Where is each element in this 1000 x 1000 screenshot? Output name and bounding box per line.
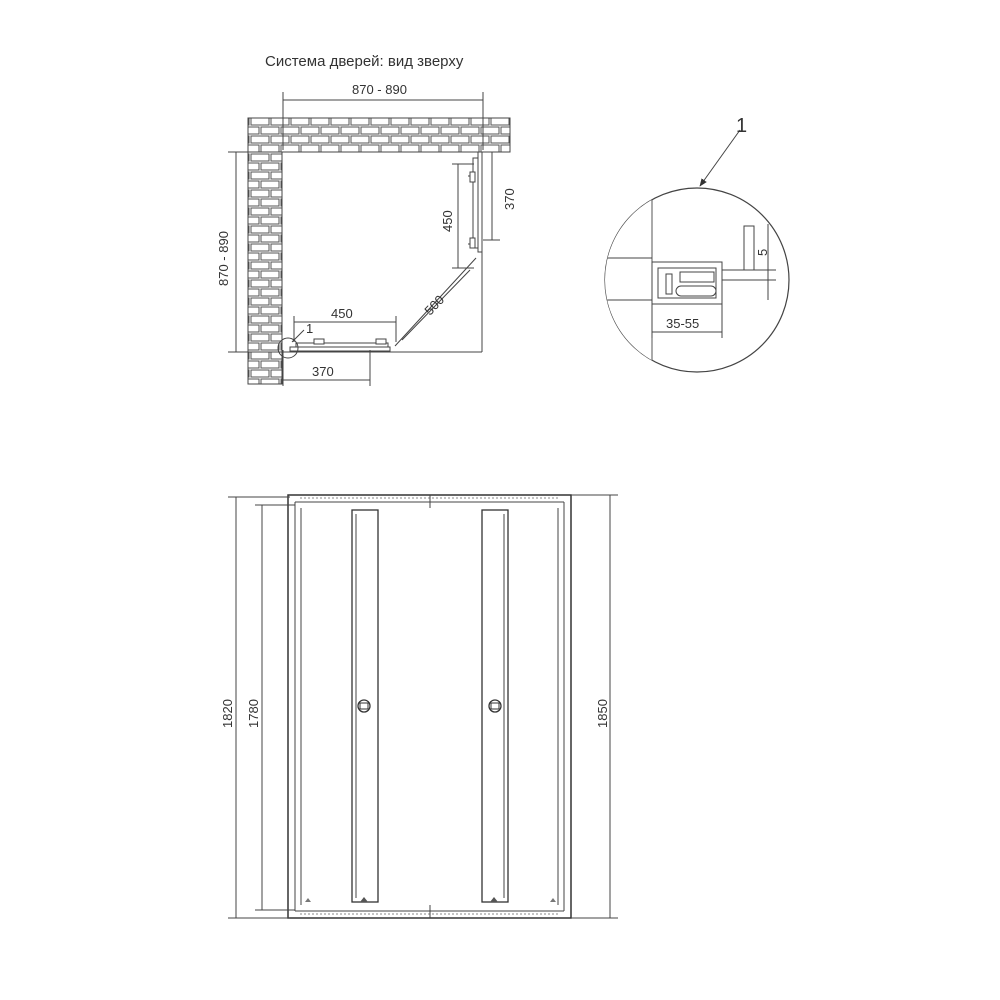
svg-text:1820: 1820	[220, 699, 235, 728]
detail-callout-label	[700, 115, 747, 186]
svg-text:870 - 890: 870 - 890	[216, 231, 231, 286]
top-view	[216, 82, 517, 386]
top-wall	[248, 118, 510, 152]
height-dim-1850	[571, 495, 618, 918]
svg-text:1780: 1780	[246, 699, 261, 728]
svg-text:370: 370	[502, 188, 517, 210]
svg-text:500: 500	[421, 292, 448, 319]
svg-text:1: 1	[736, 115, 748, 137]
svg-text:870 - 890: 870 - 890	[352, 82, 407, 97]
detail-view	[600, 115, 789, 372]
left-wall	[248, 152, 282, 384]
svg-text:1: 1	[306, 321, 314, 336]
diagonal-dimension	[402, 270, 470, 340]
svg-text:1850: 1850	[595, 699, 610, 728]
svg-text:450: 450	[331, 306, 353, 321]
bottom-panel-dimension	[283, 350, 370, 386]
svg-text:370: 370	[312, 364, 334, 379]
right-panel-dimension	[483, 152, 517, 240]
right-door-dimension	[440, 164, 474, 268]
svg-text:450: 450	[440, 210, 455, 232]
front-view	[220, 495, 618, 918]
cabin-frame	[288, 495, 571, 918]
svg-text:5: 5	[755, 248, 770, 256]
svg-text:35-55: 35-55	[666, 316, 700, 331]
drawing-title: Система дверей: вид зверху	[265, 53, 464, 70]
